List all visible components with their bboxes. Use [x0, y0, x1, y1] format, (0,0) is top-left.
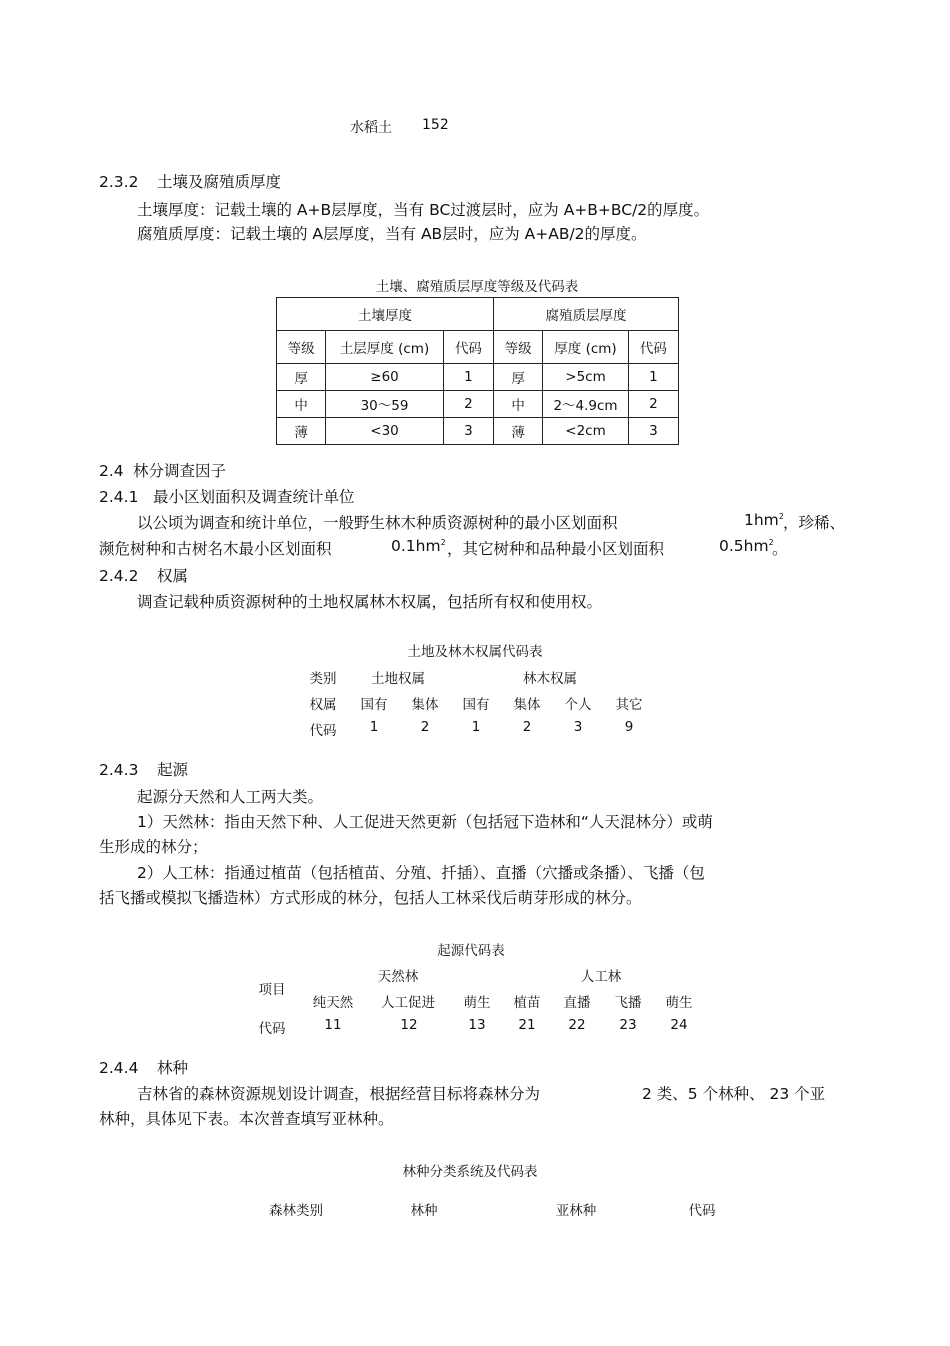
min-area-line2-b [391, 537, 446, 555]
table1-group-soil: 土壤厚度 [277, 298, 494, 331]
table2-cell: 1 [369, 719, 379, 735]
table3-code: 23 [619, 1017, 637, 1033]
table1-cell: 薄 [494, 418, 543, 445]
area-value: 1hm [744, 511, 779, 529]
table2-cell: 土地权属 [371, 671, 425, 687]
table2-caption: 土地及林木权属代码表 [407, 644, 543, 660]
humus-thickness-paragraph: 腐殖质厚度：记载土壤的 A层厚度，当有 AB层时，应为 A+AB/2的厚度。 [137, 225, 647, 243]
table1-cell: 厚 [494, 364, 543, 391]
origin-intro: 起源分天然和人工两大类。 [137, 788, 324, 806]
table1-cell: 2～4.9cm [543, 391, 628, 418]
table1-cell: 2 [628, 391, 678, 418]
section-2-4-4-heading [99, 1056, 188, 1078]
table1-header-cell: 土层厚度 (cm) [326, 331, 444, 364]
min-area-line1-b [744, 511, 784, 529]
table-row [277, 391, 679, 418]
table1-header-cell: 等级 [277, 331, 326, 364]
table1-header-cell: 等级 [494, 331, 543, 364]
table-row [277, 418, 679, 445]
section-title: 林种 [157, 1059, 189, 1077]
artificial-forest-line2: 括飞播或模拟飞播造林）方式形成的林分，包括人工林采伐后萌芽形成的林分。 [99, 889, 642, 907]
section-title: 权属 [157, 567, 189, 585]
table2-cell: 代码 [309, 723, 337, 739]
table1-cell: 3 [443, 418, 493, 445]
table3-code: 21 [518, 1017, 536, 1033]
superscript: 2 [440, 537, 446, 547]
table1-cell: 2 [443, 391, 493, 418]
ownership-paragraph: 调查记载种质资源树种的土地权属林木权属，包括所有权和使用权。 [137, 593, 603, 611]
section-2-3-2-heading [99, 170, 281, 192]
table2-cell: 9 [624, 719, 634, 735]
min-area-line2-e: 。 [772, 540, 788, 558]
min-area-line2-d [719, 537, 774, 555]
table1-caption: 土壤、腐殖质层厚度等级及代码表 [375, 279, 579, 295]
superscript: 2 [768, 537, 774, 547]
table2-cell: 其它 [615, 697, 643, 713]
table3-natural-label: 天然林 [377, 969, 419, 985]
forest-type-line1-a: 吉林省的森林资源规划设计调查，根据经营目标将森林分为 [137, 1085, 541, 1103]
forest-type-line2: 林种，具体见下表。本次普查填写亚林种。 [99, 1110, 394, 1128]
table3-code: 12 [400, 1017, 418, 1033]
table3-artificial-label: 人工林 [580, 969, 622, 985]
section-2-4-1-heading [99, 485, 355, 507]
natural-forest-line1: 1）天然林：指由天然下种、人工促进天然更新（包括冠下造林和“人天混林分）或萌 [137, 813, 713, 831]
section-2-4-heading [99, 459, 226, 481]
section-number: 2.4.2 [99, 567, 139, 585]
table3-subhead: 萌生 [463, 995, 491, 1011]
table1-cell: >5cm [543, 364, 628, 391]
table2-cell: 2 [420, 719, 430, 735]
table3-subhead: 植苗 [513, 995, 541, 1011]
table2-cell: 类别 [309, 671, 337, 687]
table2-cell: 2 [522, 719, 532, 735]
table1-cell: 1 [628, 364, 678, 391]
table3-code: 13 [468, 1017, 486, 1033]
table1-cell: 薄 [277, 418, 326, 445]
table2-cell: 3 [573, 719, 583, 735]
section-number: 2.4.4 [99, 1059, 139, 1077]
section-title: 林分调查因子 [133, 462, 227, 480]
section-number: 2.4 [99, 462, 124, 480]
table-row [277, 364, 679, 391]
table4-header: 森林类别 [269, 1203, 323, 1219]
table1-cell: 中 [494, 391, 543, 418]
table3-code-label: 代码 [258, 1021, 286, 1037]
table2-cell: 林木权属 [523, 671, 577, 687]
section-2-4-2-heading [99, 564, 188, 586]
table3-subhead: 直播 [563, 995, 591, 1011]
table3-subhead: 飞播 [614, 995, 642, 1011]
artificial-forest-line1: 2）人工林：指通过植苗（包括植苗、分殖、扦插）、直播（穴播或条播）、飞播（包 [137, 864, 705, 882]
table3-code: 24 [670, 1017, 688, 1033]
natural-forest-line2: 生形成的林分； [99, 838, 208, 856]
soil-type-value: 152 [422, 117, 449, 133]
table1-group-humus: 腐殖质层厚度 [494, 298, 679, 331]
area-value: 0.1hm [391, 537, 441, 555]
table1-header-cell: 代码 [443, 331, 493, 364]
section-number: 2.3.2 [99, 173, 139, 191]
table2-cell: 国有 [360, 697, 388, 713]
table1-cell: 厚 [277, 364, 326, 391]
table1-header-cell: 厚度 (cm) [543, 331, 628, 364]
table4-header: 亚林种 [555, 1203, 597, 1219]
thickness-code-table [276, 297, 679, 445]
min-area-line2-c: ，其它树种和品种最小区划面积 [447, 540, 665, 558]
table3-item-label: 项目 [258, 982, 286, 998]
table1-cell: 3 [628, 418, 678, 445]
table1-cell: ≥60 [326, 364, 444, 391]
soil-type-label: 水稻土 [350, 120, 392, 136]
table1-header-cell: 代码 [628, 331, 678, 364]
table1-cell: <2cm [543, 418, 628, 445]
table2-cell: 集体 [513, 697, 541, 713]
table1-cell: 30～59 [326, 391, 444, 418]
table3-subhead: 人工促进 [381, 995, 435, 1011]
table2-cell: 国有 [462, 697, 490, 713]
table3-code: 11 [324, 1017, 342, 1033]
section-number: 2.4.1 [99, 488, 139, 506]
area-value: 0.5hm [719, 537, 769, 555]
table4-caption: 林种分类系统及代码表 [402, 1164, 538, 1180]
table4-header: 林种 [410, 1203, 438, 1219]
superscript: 2 [778, 511, 784, 521]
section-title: 土壤及腐殖质厚度 [157, 173, 282, 191]
table2-cell: 个人 [564, 697, 592, 713]
section-number: 2.4.3 [99, 761, 139, 779]
forest-type-line1-b: 2 类、5 个林种、 23 个亚 [642, 1085, 826, 1103]
table3-subhead: 萌生 [665, 995, 693, 1011]
section-title: 起源 [157, 761, 189, 779]
table3-subhead: 纯天然 [312, 995, 354, 1011]
min-area-line1-a: 以公顷为调查和统计单位，一般野生林木种质资源树种的最小区划面积 [137, 514, 618, 532]
table2-cell: 1 [471, 719, 481, 735]
table1-cell: 1 [443, 364, 493, 391]
table1-cell: 中 [277, 391, 326, 418]
section-2-4-3-heading [99, 758, 188, 780]
table3-code: 22 [568, 1017, 586, 1033]
min-area-line2-a: 濒危树种和古树名木最小区划面积 [99, 540, 332, 558]
table3-caption: 起源代码表 [437, 943, 505, 959]
table2-cell: 集体 [411, 697, 439, 713]
soil-thickness-paragraph: 土壤厚度：记载土壤的 A+B层厚度，当有 BC过渡层时，应为 A+B+BC/2的厚度。 [137, 201, 710, 219]
table4-header: 代码 [688, 1203, 716, 1219]
section-title: 最小区划面积及调查统计单位 [153, 488, 355, 506]
min-area-line1-c: ，珍稀、 [783, 514, 846, 532]
table1-cell: <30 [326, 418, 444, 445]
table2-cell: 权属 [309, 697, 337, 713]
